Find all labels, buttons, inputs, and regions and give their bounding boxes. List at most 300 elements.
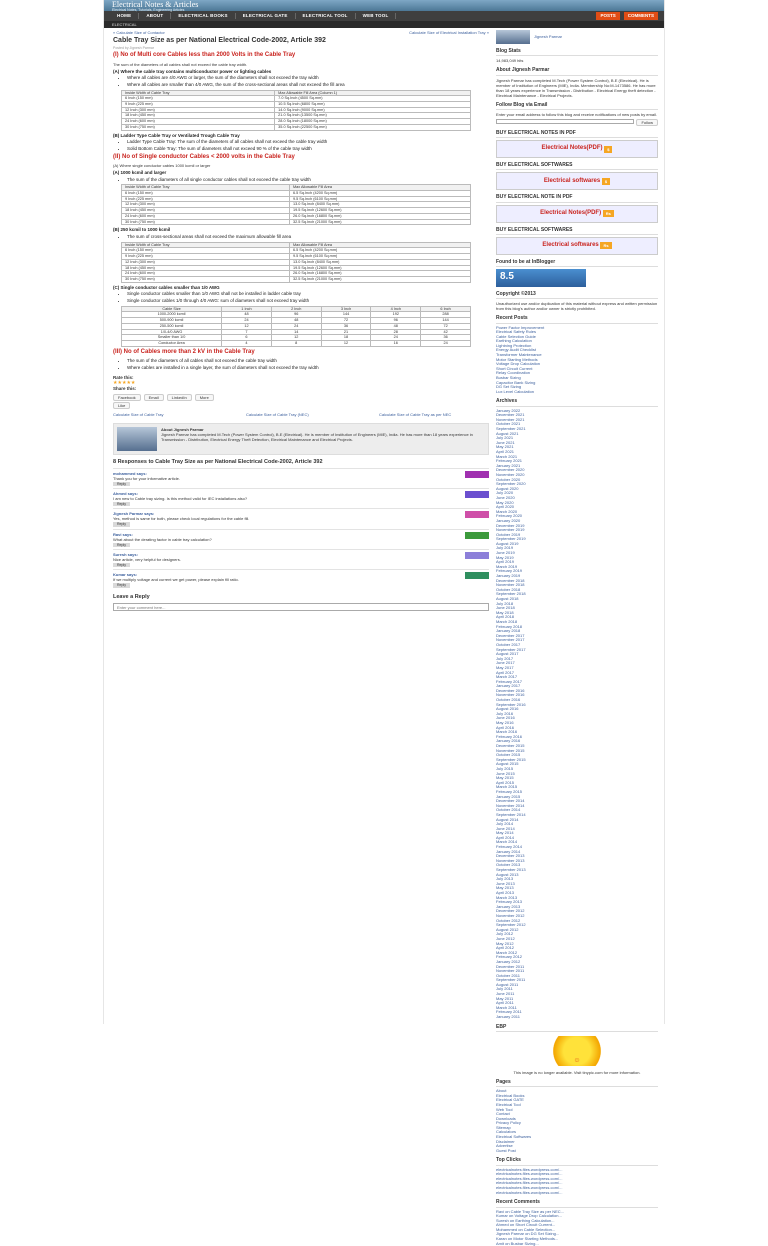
archive-link[interactable]: August 2020 bbox=[496, 487, 658, 492]
top-click-link[interactable]: electricalnotes.files.wordpress.com/... bbox=[496, 1181, 658, 1186]
archive-link[interactable]: November 2018 bbox=[496, 583, 658, 588]
list-item: • Where cables are installed in a single layer, the sum of diameters shall not exceed the tray width bbox=[127, 365, 489, 371]
comment bbox=[113, 569, 489, 589]
archive-link[interactable]: March 2012 bbox=[496, 951, 658, 956]
recent-post-link[interactable]: Short Circuit Current bbox=[496, 367, 658, 372]
archive-link[interactable]: November 2020 bbox=[496, 473, 658, 478]
inblogger-badge[interactable]: 8.5 bbox=[496, 269, 586, 287]
archive-link[interactable]: December 2019 bbox=[496, 524, 658, 529]
recent-post-link[interactable]: Earthing Calculation bbox=[496, 339, 658, 344]
table-cell: 48 bbox=[371, 323, 421, 329]
ad-text: Electrical Notes(PDF) bbox=[540, 210, 601, 218]
archive-link[interactable]: November 2019 bbox=[496, 528, 658, 533]
page-link[interactable]: Disclaimer bbox=[496, 1140, 658, 1145]
nav-item-web-tool[interactable]: WEB TOOL bbox=[356, 13, 397, 19]
top-click-link[interactable]: electricalnotes.files.wordpress.com/... bbox=[496, 1186, 658, 1191]
table-cell: 28.0 Sq.Inch (18000 Sq.mm) bbox=[275, 119, 471, 125]
widget-heading: BUY ELECTRICAL SOFTWARES bbox=[496, 162, 658, 170]
archive-link[interactable]: June 2011 bbox=[496, 992, 658, 997]
widget-heading: EBP bbox=[496, 1024, 658, 1032]
archive-link[interactable]: August 2014 bbox=[496, 818, 658, 823]
sub-nav bbox=[104, 21, 664, 28]
rate-label: Rate this: bbox=[113, 375, 489, 381]
commenter-avatar bbox=[465, 511, 489, 518]
page-link[interactable]: Electrical Tool bbox=[496, 1103, 658, 1108]
archive-link[interactable]: May 2019 bbox=[496, 556, 658, 561]
table-row bbox=[122, 341, 471, 347]
archive-link[interactable]: August 2013 bbox=[496, 873, 658, 878]
comment-author[interactable]: Jignesh Parmar says: bbox=[113, 511, 249, 516]
share-linkedin-button[interactable]: LinkedIn bbox=[167, 394, 192, 401]
ad-banner[interactable] bbox=[496, 172, 658, 190]
related-post-link[interactable]: Calculate Size of Cable Tray (NEC) bbox=[246, 412, 356, 417]
reply-button[interactable]: Reply bbox=[113, 543, 130, 547]
comment bbox=[113, 468, 489, 488]
archive-link[interactable]: July 2015 bbox=[496, 767, 658, 772]
archive-link[interactable]: September 2021 bbox=[496, 427, 658, 432]
recent-comment-link[interactable]: Kumar on Voltage Drop Calculation... bbox=[496, 1214, 658, 1219]
table-cell: 250-500 kcmil bbox=[122, 323, 222, 329]
related-post-link[interactable]: Calculate Size of Cable Tray as per NEC bbox=[379, 412, 489, 417]
archive-link[interactable]: September 2018 bbox=[496, 592, 658, 597]
recent-post-link[interactable]: Energy Audit Checklist bbox=[496, 348, 658, 353]
author-bio: Jignesh Parmar has completed M.Tech (Power System Control), B.E (Electrical). He is member of Institution of Engineers (MIE), India. He has more than 18 years experience in Transmission - Distribution, Electrical Energy Theft Detection, Electrical Maintenance and Electrical Projects. bbox=[161, 432, 485, 442]
table-cell: 9 Inch (225 mm) bbox=[122, 196, 290, 202]
table-cell: 18 Inch (450 mm) bbox=[122, 208, 290, 214]
table-header: 2 Inch bbox=[271, 306, 321, 312]
archive-link[interactable]: August 2011 bbox=[496, 983, 658, 988]
recent-post-link[interactable]: Busbar Sizing bbox=[496, 376, 658, 381]
archive-link[interactable]: July 2020 bbox=[496, 491, 658, 496]
archive-link[interactable]: November 2013 bbox=[496, 859, 658, 864]
recent-post-link[interactable]: Cable Selection Guide bbox=[496, 335, 658, 340]
archive-link[interactable]: May 2011 bbox=[496, 997, 658, 1002]
archive-link[interactable]: April 2018 bbox=[496, 615, 658, 620]
archive-link[interactable]: April 2017 bbox=[496, 671, 658, 676]
fill-area-table bbox=[121, 242, 471, 283]
next-post-link[interactable]: Calculate Size of Electrical Installation Tray » bbox=[409, 30, 489, 35]
table-cell: 19.5 Sq.Inch (12600 Sq.mm) bbox=[289, 208, 470, 214]
archive-link[interactable]: May 2013 bbox=[496, 886, 658, 891]
archive-link[interactable]: January 2022 bbox=[496, 409, 658, 414]
archive-link[interactable]: November 2016 bbox=[496, 693, 658, 698]
archive-link[interactable]: February 2013 bbox=[496, 900, 658, 905]
table-cell: Conductor Area bbox=[122, 341, 222, 347]
comment-author[interactable]: Kumar says: bbox=[113, 572, 239, 577]
ad-text: Electrical softwares bbox=[542, 242, 598, 250]
archive-link[interactable]: January 2020 bbox=[496, 519, 658, 524]
ad-banner[interactable] bbox=[496, 205, 658, 223]
main-nav bbox=[104, 11, 664, 21]
recent-comment-link[interactable]: Ahmed on Short Circuit Current... bbox=[496, 1223, 658, 1228]
reply-button[interactable]: Reply bbox=[113, 563, 130, 567]
archive-link[interactable]: June 2016 bbox=[496, 716, 658, 721]
archive-link[interactable]: January 2012 bbox=[496, 960, 658, 965]
archive-link[interactable]: March 2016 bbox=[496, 730, 658, 735]
page-link[interactable]: Web Tool bbox=[496, 1108, 658, 1113]
follow-button[interactable]: Follow bbox=[636, 119, 658, 126]
table-cell: 6 Inch (150 mm) bbox=[122, 96, 275, 102]
table-cell: 30 Inch (750 mm) bbox=[122, 124, 275, 130]
page-link[interactable]: Privacy Policy bbox=[496, 1121, 658, 1126]
list-item: • Where all cables are 4/0 AWG or larger, the sum of the diameters shall not exceed the tray width bbox=[127, 75, 489, 81]
reply-button[interactable]: Reply bbox=[113, 522, 130, 526]
email-field[interactable] bbox=[496, 119, 634, 124]
page-link[interactable]: Downloads bbox=[496, 1117, 658, 1122]
archive-link[interactable]: January 2014 bbox=[496, 850, 658, 855]
archive-link[interactable]: January 2015 bbox=[496, 795, 658, 800]
archive-link[interactable]: October 2015 bbox=[496, 753, 658, 758]
archive-link[interactable]: May 2016 bbox=[496, 721, 658, 726]
archive-link[interactable]: December 2013 bbox=[496, 854, 658, 859]
table-header: 4 Inch bbox=[371, 306, 421, 312]
pages-list bbox=[496, 1089, 658, 1153]
archive-link[interactable]: June 2014 bbox=[496, 827, 658, 832]
page-link[interactable]: Calculators bbox=[496, 1130, 658, 1135]
previous-post-link[interactable]: « Calculate Size of Contactor bbox=[113, 30, 165, 35]
rating-stars[interactable]: ★★★★★ bbox=[113, 380, 489, 386]
archive-link[interactable]: March 2018 bbox=[496, 620, 658, 625]
image-caption: This image is no longer available. Visit tinypic.com for more information. bbox=[496, 1070, 658, 1075]
archive-link[interactable]: March 2020 bbox=[496, 510, 658, 515]
archive-link[interactable]: October 2011 bbox=[496, 974, 658, 979]
table-cell: 12 bbox=[222, 323, 272, 329]
archive-link[interactable]: February 2017 bbox=[496, 680, 658, 685]
nav-item-home[interactable]: HOME bbox=[110, 13, 139, 19]
widget-heading: About Jignesh Parmar bbox=[496, 67, 658, 75]
archive-link[interactable]: February 2016 bbox=[496, 735, 658, 740]
archive-link[interactable]: July 2014 bbox=[496, 822, 658, 827]
follow-form bbox=[496, 119, 658, 126]
table-cell: 144 bbox=[421, 318, 471, 324]
archive-link[interactable]: February 2014 bbox=[496, 845, 658, 850]
archive-link[interactable]: February 2021 bbox=[496, 459, 658, 464]
share-facebook-button[interactable]: Facebook bbox=[113, 394, 141, 401]
archive-link[interactable]: April 2019 bbox=[496, 560, 658, 565]
archive-link[interactable]: September 2015 bbox=[496, 758, 658, 763]
page-link[interactable]: Electrical Books bbox=[496, 1094, 658, 1099]
archive-link[interactable]: November 2021 bbox=[496, 418, 658, 423]
ad-banner[interactable] bbox=[496, 237, 658, 255]
archive-link[interactable]: November 2012 bbox=[496, 914, 658, 919]
archive-link[interactable]: October 2013 bbox=[496, 863, 658, 868]
table-cell: 21 bbox=[321, 329, 371, 335]
widget-heading: Recent Posts bbox=[496, 315, 658, 323]
archive-link[interactable]: September 2017 bbox=[496, 648, 658, 653]
table-cell: 26.0 Sq.Inch (16800 Sq.mm) bbox=[289, 213, 470, 219]
posts-feed-button[interactable]: POSTS bbox=[596, 12, 619, 20]
table-cell: 32.5 Sq.Inch (21000 Sq.mm) bbox=[289, 277, 470, 283]
archive-link[interactable]: July 2013 bbox=[496, 877, 658, 882]
archive-link[interactable]: August 2018 bbox=[496, 597, 658, 602]
archive-link[interactable]: February 2015 bbox=[496, 790, 658, 795]
recent-post-link[interactable]: Lightning Protection bbox=[496, 344, 658, 349]
archive-link[interactable]: December 2021 bbox=[496, 413, 658, 418]
archive-link[interactable]: September 2012 bbox=[496, 923, 658, 928]
archive-link[interactable]: May 2015 bbox=[496, 776, 658, 781]
archive-link[interactable]: June 2020 bbox=[496, 496, 658, 501]
archive-link[interactable]: July 2019 bbox=[496, 546, 658, 551]
page-container bbox=[103, 0, 665, 1024]
archive-link[interactable]: November 2011 bbox=[496, 969, 658, 974]
archive-link[interactable]: July 2011 bbox=[496, 987, 658, 992]
archive-link[interactable]: September 2020 bbox=[496, 482, 658, 487]
archive-link[interactable]: September 2016 bbox=[496, 703, 658, 708]
top-click-link[interactable]: electricalnotes.files.wordpress.com/... bbox=[496, 1191, 658, 1196]
archive-link[interactable]: January 2013 bbox=[496, 905, 658, 910]
archive-link[interactable]: December 2014 bbox=[496, 799, 658, 804]
reply-button[interactable]: Reply bbox=[113, 583, 130, 587]
archive-link[interactable]: October 2012 bbox=[496, 919, 658, 924]
archive-link[interactable]: October 2018 bbox=[496, 588, 658, 593]
table-cell: 32.5 Sq.Inch (21000 Sq.mm) bbox=[289, 219, 470, 225]
archive-link[interactable]: July 2018 bbox=[496, 602, 658, 607]
archive-link[interactable]: February 2011 bbox=[496, 1010, 658, 1015]
archive-link[interactable]: April 2013 bbox=[496, 891, 658, 896]
like-button[interactable]: Like bbox=[113, 402, 130, 409]
recent-comment-link[interactable]: Jignesh Parmar on DG Set Sizing... bbox=[496, 1232, 658, 1237]
archive-link[interactable]: July 2017 bbox=[496, 657, 658, 662]
archive-link[interactable]: January 2016 bbox=[496, 739, 658, 744]
archive-link[interactable]: March 2021 bbox=[496, 455, 658, 460]
archive-link[interactable]: March 2013 bbox=[496, 896, 658, 901]
ad-text: Electrical Notes(PDF) bbox=[542, 145, 603, 153]
page-link[interactable]: Guest Post bbox=[496, 1149, 658, 1154]
author-name[interactable]: About Jignesh Parmar bbox=[161, 427, 485, 432]
archive-link[interactable]: June 2019 bbox=[496, 551, 658, 556]
archive-link[interactable]: March 2017 bbox=[496, 675, 658, 680]
archive-link[interactable]: December 2018 bbox=[496, 579, 658, 584]
table-cell: 35.0 Sq.Inch (22500 Sq.mm) bbox=[275, 124, 471, 130]
archive-link[interactable]: March 2011 bbox=[496, 1006, 658, 1011]
archive-link[interactable]: June 2015 bbox=[496, 772, 658, 777]
archive-link[interactable]: May 2014 bbox=[496, 831, 658, 836]
archive-link[interactable]: May 2020 bbox=[496, 501, 658, 506]
recent-post-link[interactable]: Power Factor Improvement bbox=[496, 326, 658, 331]
table-cell: 28 bbox=[371, 329, 421, 335]
archive-link[interactable]: July 2021 bbox=[496, 436, 658, 441]
comment-input[interactable]: Enter your comment here... bbox=[113, 603, 489, 611]
comment-author[interactable]: Ahmed says: bbox=[113, 491, 247, 496]
archive-link[interactable]: November 2014 bbox=[496, 804, 658, 809]
archive-link[interactable]: September 2013 bbox=[496, 868, 658, 873]
archive-link[interactable]: August 2019 bbox=[496, 542, 658, 547]
archive-link[interactable]: June 2021 bbox=[496, 441, 658, 446]
archive-link[interactable]: March 2019 bbox=[496, 565, 658, 570]
table-cell: 12 Inch (300 mm) bbox=[122, 107, 275, 113]
recent-post-link[interactable]: Transformer Maintenance bbox=[496, 353, 658, 358]
top-click-link[interactable]: electricalnotes.files.wordpress.com/... bbox=[496, 1172, 658, 1177]
table-header: Cable Size bbox=[122, 306, 222, 312]
archive-link[interactable]: December 2015 bbox=[496, 744, 658, 749]
archive-link[interactable]: August 2017 bbox=[496, 652, 658, 657]
widget-heading: Found to be at InBlogger bbox=[496, 259, 658, 267]
recent-post-link[interactable]: Voltage Drop Calculation bbox=[496, 362, 658, 367]
table-row bbox=[122, 124, 471, 130]
archive-link[interactable]: March 2014 bbox=[496, 840, 658, 845]
subsection-heading: (B) 250 kcmil to 1000 kcmil bbox=[113, 227, 489, 233]
comments-feed-button[interactable]: COMMENTS bbox=[624, 12, 658, 20]
feed-links bbox=[592, 12, 658, 20]
recent-post-link[interactable]: Motor Starting Methods bbox=[496, 358, 658, 363]
archive-link[interactable]: February 2020 bbox=[496, 514, 658, 519]
widget-heading: Pages bbox=[496, 1079, 658, 1087]
recent-comment-link[interactable]: Amit on Busbar Sizing... bbox=[496, 1242, 658, 1246]
sub-nav-item[interactable]: ELECTRICAL bbox=[112, 22, 137, 27]
comment-text: If we multiply voltage and current we get power, please explain fill ratio. bbox=[113, 577, 239, 582]
subsection-heading: (A) 1000 kcmil and larger bbox=[113, 170, 489, 176]
archive-link[interactable]: July 2016 bbox=[496, 712, 658, 717]
ad-banner[interactable] bbox=[496, 140, 658, 158]
comment-text: I am new to Cable tray sizing. Is this method valid for IEC installations also? bbox=[113, 496, 247, 501]
archive-link[interactable]: December 2020 bbox=[496, 468, 658, 473]
top-click-link[interactable]: electricalnotes.files.wordpress.com/... bbox=[496, 1177, 658, 1182]
archive-link[interactable]: August 2012 bbox=[496, 928, 658, 933]
nav-item-books[interactable]: ELECTRICAL BOOKS bbox=[171, 13, 235, 19]
subsection-heading: (B) Ladder Type Cable Tray or Ventilated Trough Cable Tray bbox=[113, 133, 489, 139]
archive-link[interactable]: August 2016 bbox=[496, 707, 658, 712]
related-post-link[interactable]: Calculate Size of Cable Tray bbox=[113, 412, 223, 417]
comment-author[interactable]: Suresh says: bbox=[113, 552, 181, 557]
archive-link[interactable]: June 2018 bbox=[496, 606, 658, 611]
comment-author[interactable]: Ravi says: bbox=[113, 532, 212, 537]
table-header: Max Allowable Fill Area bbox=[289, 185, 470, 191]
archive-link[interactable]: May 2021 bbox=[496, 445, 658, 450]
archive-link[interactable]: December 2017 bbox=[496, 634, 658, 639]
recent-post-link[interactable]: Electrical Safety Rules bbox=[496, 330, 658, 335]
archive-link[interactable]: January 2021 bbox=[496, 464, 658, 469]
table-cell: 16 bbox=[371, 341, 421, 347]
archive-link[interactable]: April 2012 bbox=[496, 946, 658, 951]
archive-link[interactable]: January 2011 bbox=[496, 1015, 658, 1020]
archive-link[interactable]: April 2020 bbox=[496, 505, 658, 510]
widget-heading: Blog Stats bbox=[496, 48, 658, 56]
table-cell: 9 Inch (225 mm) bbox=[122, 101, 275, 107]
recent-post-link[interactable]: DG Set Sizing bbox=[496, 385, 658, 390]
archive-link[interactable]: July 2012 bbox=[496, 932, 658, 937]
archive-link[interactable]: September 2014 bbox=[496, 813, 658, 818]
share-email-button[interactable]: Email bbox=[144, 394, 164, 401]
archive-link[interactable]: February 2019 bbox=[496, 569, 658, 574]
page-link[interactable]: About bbox=[496, 1089, 658, 1094]
table-cell: 72 bbox=[421, 323, 471, 329]
recent-post-link[interactable]: Capacitor Bank Sizing bbox=[496, 381, 658, 386]
table-cell: Smaller than 1/0 bbox=[122, 335, 222, 341]
table-row bbox=[122, 277, 471, 283]
table-cell: 14.0 Sq.Inch (9000 Sq.mm) bbox=[275, 107, 471, 113]
reply-button[interactable]: Reply bbox=[113, 502, 130, 506]
archive-link[interactable]: June 2017 bbox=[496, 661, 658, 666]
comment bbox=[113, 508, 489, 528]
page-link[interactable]: Contact bbox=[496, 1112, 658, 1117]
top-click-link[interactable]: electricalnotes.files.wordpress.com/... bbox=[496, 1168, 658, 1173]
archive-link[interactable]: January 2018 bbox=[496, 629, 658, 634]
archive-link[interactable]: February 2018 bbox=[496, 625, 658, 630]
ad-text: Electrical softwares bbox=[544, 178, 600, 186]
archive-link[interactable]: January 2019 bbox=[496, 574, 658, 579]
table-cell: 24 Inch (600 mm) bbox=[122, 119, 275, 125]
page-link[interactable]: Electrical Softwares bbox=[496, 1135, 658, 1140]
nav-item-about[interactable]: ABOUT bbox=[139, 13, 171, 19]
ad-price: Rs bbox=[603, 210, 614, 217]
recent-comment-link[interactable]: Suresh on Earthing Calculation... bbox=[496, 1219, 658, 1224]
archive-link[interactable]: October 2020 bbox=[496, 478, 658, 483]
comment-author[interactable]: mohammed says: bbox=[113, 471, 180, 476]
archive-link[interactable]: March 2015 bbox=[496, 785, 658, 790]
nav-item-gate[interactable]: ELECTRICAL GATE bbox=[236, 13, 296, 19]
bullet-list bbox=[113, 139, 489, 151]
section-heading-single-conductor: (II) No of Single conductor Cables < 2000 volts in the Cable Tray bbox=[113, 154, 489, 162]
table-cell: 30 Inch (750 mm) bbox=[122, 277, 290, 283]
archive-link[interactable]: October 2014 bbox=[496, 808, 658, 813]
ad-price: Rs bbox=[600, 242, 611, 249]
share-more-button[interactable]: More bbox=[195, 394, 214, 401]
archive-link[interactable]: October 2021 bbox=[496, 422, 658, 427]
archive-link[interactable]: November 2015 bbox=[496, 749, 658, 754]
recent-post-link[interactable]: Lux Level Calculation bbox=[496, 390, 658, 395]
archive-link[interactable]: October 2017 bbox=[496, 643, 658, 648]
archive-link[interactable]: April 2016 bbox=[496, 726, 658, 731]
archive-link[interactable]: June 2012 bbox=[496, 937, 658, 942]
archive-link[interactable]: February 2012 bbox=[496, 955, 658, 960]
archive-link[interactable]: August 2021 bbox=[496, 432, 658, 437]
archive-link[interactable]: December 2012 bbox=[496, 909, 658, 914]
page-link[interactable]: Advertise bbox=[496, 1144, 658, 1149]
archive-link[interactable]: October 2019 bbox=[496, 533, 658, 538]
archive-link[interactable]: April 2014 bbox=[496, 836, 658, 841]
commenter-avatar bbox=[465, 532, 489, 539]
page-link[interactable]: Sitemap bbox=[496, 1126, 658, 1131]
table-cell: 21.0 Sq.Inch (13500 Sq.mm) bbox=[275, 113, 471, 119]
archive-link[interactable]: June 2013 bbox=[496, 882, 658, 887]
about-text: Jignesh Parmar has completed M.Tech (Power System Control), B.E (Electrical). He is member of Institution of Engineers (MIE), India. Membership No:M-1473586. He has more than 18 years experience in Transmission - Distribution - Electrical Energy theft detection - Electrical Maintenance - Electrical Projects. bbox=[496, 78, 658, 98]
recent-comment-link[interactable]: Ravi on Cable Tray Size as per NEC... bbox=[496, 1210, 658, 1215]
archive-link[interactable]: November 2017 bbox=[496, 638, 658, 643]
archive-link[interactable]: April 2015 bbox=[496, 781, 658, 786]
archive-link[interactable]: September 2011 bbox=[496, 978, 658, 983]
reply-button[interactable]: Reply bbox=[113, 482, 130, 486]
archive-link[interactable]: October 2016 bbox=[496, 698, 658, 703]
nav-item-electrical-tool[interactable]: ELECTRICAL TOOL bbox=[296, 13, 356, 19]
table-cell: 24 Inch (600 mm) bbox=[122, 271, 290, 277]
recent-comment-link[interactable]: Mohammed on Cable Selection... bbox=[496, 1228, 658, 1233]
table-cell: 18 Inch (450 mm) bbox=[122, 113, 275, 119]
widget-heading: Top Clicks bbox=[496, 1157, 658, 1165]
site-header bbox=[104, 0, 664, 11]
archive-link[interactable]: September 2019 bbox=[496, 537, 658, 542]
archive-link[interactable]: May 2018 bbox=[496, 611, 658, 616]
list-item: • Where all cables are smaller than 4/0 AWG, the sum of the cross-sectional areas shall not exceed the fill area bbox=[127, 82, 489, 88]
archive-link[interactable]: May 2017 bbox=[496, 666, 658, 671]
fill-area-table bbox=[121, 90, 471, 131]
archive-link[interactable]: April 2021 bbox=[496, 450, 658, 455]
archive-link[interactable]: January 2017 bbox=[496, 684, 658, 689]
archive-link[interactable]: August 2015 bbox=[496, 762, 658, 767]
archive-link[interactable]: April 2011 bbox=[496, 1001, 658, 1006]
recent-comment-link[interactable]: Karan on Motor Starting Methods... bbox=[496, 1237, 658, 1242]
archive-link[interactable]: May 2012 bbox=[496, 942, 658, 947]
archive-link[interactable]: December 2011 bbox=[496, 965, 658, 970]
recent-post-link[interactable]: Relay Coordination bbox=[496, 371, 658, 376]
sidebar-author-link[interactable]: Jignesh Parmar bbox=[534, 35, 562, 40]
page-link[interactable]: Electrical GATE bbox=[496, 1098, 658, 1103]
ad-price: $ bbox=[602, 178, 610, 185]
archive-link[interactable]: December 2016 bbox=[496, 689, 658, 694]
site-title[interactable]: Electrical Notes & Articles bbox=[112, 1, 656, 9]
table-cell: 13.0 Sq.Inch (8400 Sq.mm) bbox=[289, 202, 470, 208]
table-header: Inside Width of Cable Tray bbox=[122, 185, 290, 191]
bullet-list bbox=[113, 75, 489, 87]
